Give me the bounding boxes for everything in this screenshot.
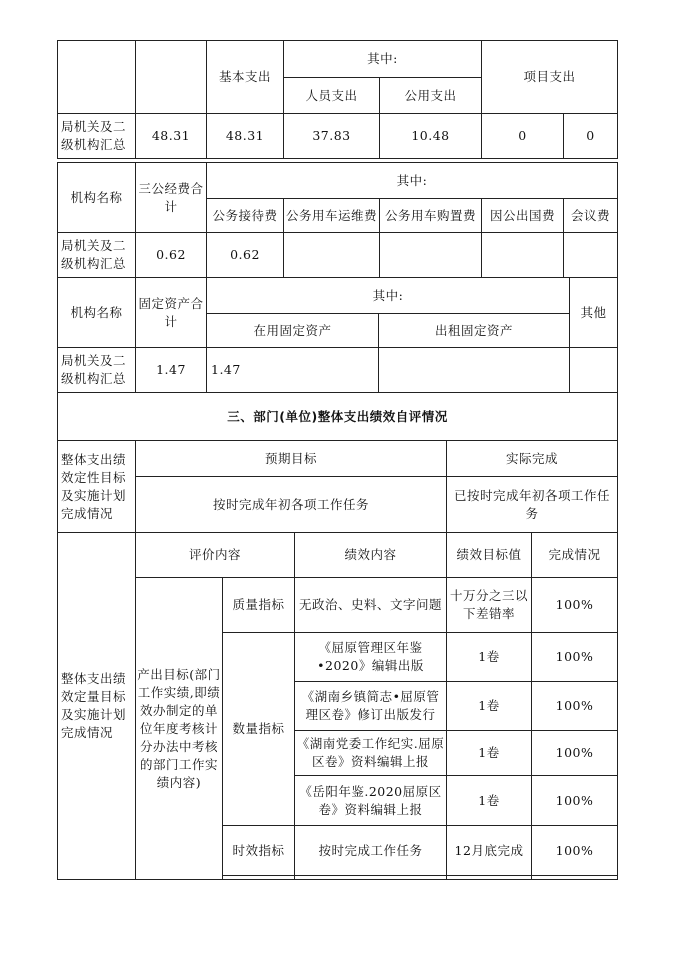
header-performance-content: 绩效内容 bbox=[295, 533, 447, 578]
done-cell: 100% bbox=[532, 578, 618, 633]
three-public-table bbox=[57, 162, 618, 278]
quantitative-label: 整体支出绩效定量目标及实施计划完成情况 bbox=[58, 533, 136, 880]
done-cell: 100% bbox=[532, 682, 618, 731]
quantity-indicator: 数量指标 bbox=[223, 633, 295, 826]
header-org-name: 机构名称 bbox=[58, 278, 136, 348]
value-total: 48.31 bbox=[136, 114, 207, 159]
header-vehicle-purchase: 公务用车购置费 bbox=[380, 199, 482, 233]
header-among: 其中: bbox=[207, 163, 618, 199]
value-basic: 48.31 bbox=[207, 114, 284, 159]
value-public: 10.48 bbox=[380, 114, 482, 159]
value-vehicle-operation bbox=[284, 233, 380, 278]
value-meeting bbox=[564, 233, 618, 278]
value-personnel: 37.83 bbox=[284, 114, 380, 159]
target-cell: 1卷 bbox=[447, 682, 532, 731]
header-three-public-total: 三公经费合计 bbox=[136, 163, 207, 233]
performance-table bbox=[57, 392, 618, 880]
header-org-name: 机构名称 bbox=[58, 163, 136, 233]
header-other: 其他 bbox=[570, 278, 618, 348]
value-reception: 0.62 bbox=[207, 233, 284, 278]
content-cell: 《湖南乡镇简志•屈原管理区卷》修订出版发行 bbox=[295, 682, 447, 731]
value-rented bbox=[379, 348, 570, 393]
header-basic-expenditure: 基本支出 bbox=[207, 41, 284, 114]
header-blank bbox=[58, 41, 136, 114]
value-overseas bbox=[482, 233, 564, 278]
qualitative-label: 整体支出绩效定性目标及实施计划完成情况 bbox=[58, 441, 136, 533]
row-name: 局机关及二级机构汇总 bbox=[58, 233, 136, 278]
value-total: 1.47 bbox=[136, 348, 207, 393]
done-cell: 100% bbox=[532, 633, 618, 682]
value-other bbox=[570, 348, 618, 393]
content-cell: 《屈原管理区年鉴•2020》编辑出版 bbox=[295, 633, 447, 682]
header-among: 其中: bbox=[207, 278, 570, 314]
content-cell: 《岳阳年鉴.2020屈原区卷》资料编辑上报 bbox=[295, 776, 447, 826]
section-title: 三、部门(单位)整体支出绩效自评情况 bbox=[58, 393, 618, 441]
bottom-spacer bbox=[223, 876, 295, 880]
value-total: 0.62 bbox=[136, 233, 207, 278]
value-last: 0 bbox=[564, 114, 618, 159]
content-cell: 无政治、史料、文字问题 bbox=[295, 578, 447, 633]
header-expected: 预期目标 bbox=[136, 441, 447, 477]
done-cell: 100% bbox=[532, 731, 618, 776]
assets-table bbox=[57, 277, 618, 393]
header-rented-assets: 出租固定资产 bbox=[379, 314, 570, 348]
bottom-spacer bbox=[295, 876, 447, 880]
bottom-spacer bbox=[447, 876, 532, 880]
target-cell: 1卷 bbox=[447, 731, 532, 776]
header-in-use-assets: 在用固定资产 bbox=[207, 314, 379, 348]
header-fixed-assets-total: 固定资产合计 bbox=[136, 278, 207, 348]
content-cell: 按时完成工作任务 bbox=[295, 826, 447, 876]
header-overseas: 因公出国费 bbox=[482, 199, 564, 233]
value-project: 0 bbox=[482, 114, 564, 159]
target-cell: 1卷 bbox=[447, 633, 532, 682]
row-name: 局机关及二级机构汇总 bbox=[58, 348, 136, 393]
header-actual: 实际完成 bbox=[447, 441, 618, 477]
header-public: 公用支出 bbox=[380, 78, 482, 114]
header-evaluation-content: 评价内容 bbox=[136, 533, 295, 578]
header-target-value: 绩效目标值 bbox=[447, 533, 532, 578]
header-project-expenditure: 项目支出 bbox=[482, 41, 618, 114]
value-in-use: 1.47 bbox=[207, 348, 379, 393]
target-cell: 十万分之三以下差错率 bbox=[447, 578, 532, 633]
header-reception: 公务接待费 bbox=[207, 199, 284, 233]
bottom-spacer bbox=[532, 876, 618, 880]
quality-indicator: 质量指标 bbox=[223, 578, 295, 633]
row-name: 局机关及二级机构汇总 bbox=[58, 114, 136, 159]
value-vehicle-purchase bbox=[380, 233, 482, 278]
done-cell: 100% bbox=[532, 776, 618, 826]
done-cell: 100% bbox=[532, 826, 618, 876]
output-goal: 产出目标(部门工作实绩,即绩效办制定的单位年度考核计分办法中考核的部门工作实绩内容) bbox=[136, 578, 223, 880]
header-meeting: 会议费 bbox=[564, 199, 618, 233]
target-cell: 1卷 bbox=[447, 776, 532, 826]
header-blank bbox=[136, 41, 207, 114]
target-cell: 12月底完成 bbox=[447, 826, 532, 876]
header-vehicle-operation: 公务用车运维费 bbox=[284, 199, 380, 233]
header-among: 其中: bbox=[284, 41, 482, 78]
expected-goal: 按时完成年初各项工作任务 bbox=[136, 477, 447, 533]
header-completion: 完成情况 bbox=[532, 533, 618, 578]
actual-result: 已按时完成年初各项工作任务 bbox=[447, 477, 618, 533]
header-personnel: 人员支出 bbox=[284, 78, 380, 114]
timeliness-indicator: 时效指标 bbox=[223, 826, 295, 876]
expenditure-table bbox=[57, 40, 618, 159]
content-cell: 《湖南党委工作纪实.屈原区卷》资料编辑上报 bbox=[295, 731, 447, 776]
